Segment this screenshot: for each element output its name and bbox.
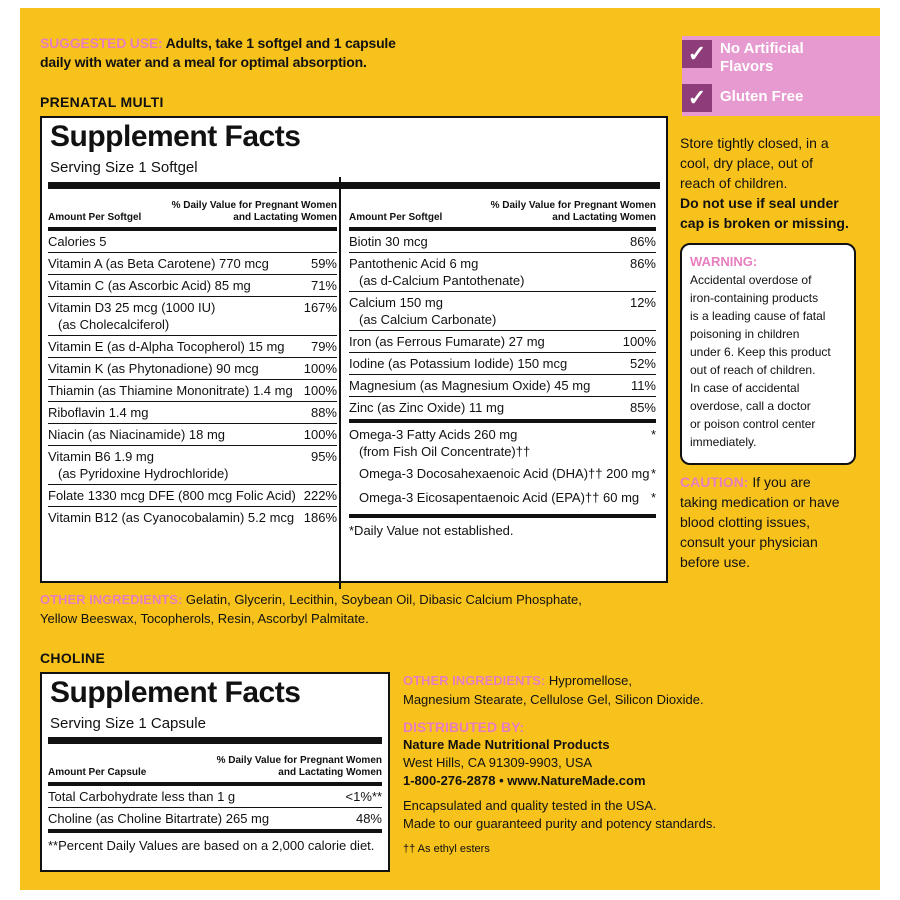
warning-line: under 6. Keep this product xyxy=(690,345,831,359)
caution-label: CAUTION: xyxy=(680,474,749,490)
epa-row: Omega-3 Eicosapentaenoic Acid (EPA)†† 60 mg xyxy=(359,490,640,505)
warning-line: is a leading cause of fatal xyxy=(690,309,826,323)
choline-serving-size: Serving Size 1 Capsule xyxy=(50,715,206,732)
purity-note: Made to our guaranteed purity and potency standards. xyxy=(403,816,716,831)
warning-line: immediately. xyxy=(690,435,757,449)
storage-bold-1: Do not use if seal under xyxy=(680,195,839,211)
nutrient-source: (as Calcium Carbonate) xyxy=(359,312,497,327)
omega-block xyxy=(349,423,656,506)
badge-gluten-free xyxy=(682,84,880,112)
other-ingredients-prenatal xyxy=(40,590,660,628)
warning-line: overdose, call a doctor xyxy=(690,399,811,413)
nutrient-name: Niacin (as Niacinamide) 18 mg xyxy=(48,427,226,442)
prenatal-left-header xyxy=(48,189,337,227)
choline-section-title: CHOLINE xyxy=(40,650,106,666)
nutrient-name: Choline (as Choline Bitartrate) 265 mg xyxy=(48,811,270,826)
other-ingredients-label: OTHER INGREDIENTS: xyxy=(40,592,183,607)
nutrient-row xyxy=(48,379,337,401)
daily-value: 11% xyxy=(630,378,656,393)
nutrient-name: Riboflavin 1.4 mg xyxy=(48,405,149,420)
choline-supplement-facts xyxy=(40,672,390,872)
choline-rows xyxy=(48,786,382,829)
choline-header xyxy=(48,744,382,782)
warning-line: iron-containing products xyxy=(690,291,819,305)
nutrient-source: (as Cholecalciferol) xyxy=(58,317,170,332)
daily-value: 79% xyxy=(310,339,337,354)
other-ingredients-choline xyxy=(403,671,853,709)
choline-facts-title: Supplement Facts xyxy=(50,676,301,709)
nutrient-row xyxy=(48,357,337,379)
nutrient-name: Calcium 150 mg xyxy=(349,295,443,310)
suggested-use-label: SUGGESTED USE: xyxy=(40,35,163,51)
nutrient-row xyxy=(349,231,656,252)
nutrient-name: Vitamin E (as d-Alpha Tocopherol) 15 mg xyxy=(48,339,285,354)
nutrient-name: Iron (as Ferrous Fumarate) 27 mg xyxy=(349,334,545,349)
distributor-contact: 1-800-276-2878 • www.NatureMade.com xyxy=(403,773,646,788)
prenatal-right-rows xyxy=(349,231,656,418)
nutrient-row xyxy=(48,484,337,506)
dv-header-line2-right: and Lactating Women xyxy=(552,212,656,223)
badge-1-line1: No Artificial xyxy=(720,40,804,57)
storage-bold-2: cap is broken or missing. xyxy=(680,215,849,231)
daily-value xyxy=(333,233,337,250)
daily-value: 59% xyxy=(310,256,337,271)
daily-value: 95% xyxy=(310,449,337,464)
warning-line: In case of accidental xyxy=(690,381,800,395)
daily-value: 100% xyxy=(303,427,337,442)
warning-line: or poison control center xyxy=(690,417,816,431)
suggested-use xyxy=(40,34,660,72)
check-icon: ✓ xyxy=(682,84,712,112)
other-ingredients-text-2: Yellow Beeswax, Tocopherols, Resin, Ascorbyl Palmitate. xyxy=(40,611,369,626)
prenatal-facts-title: Supplement Facts xyxy=(50,120,301,153)
nutrient-row xyxy=(48,506,337,528)
nutrient-name: Pantothenic Acid 6 mg xyxy=(349,256,479,271)
dha-dv: * xyxy=(650,466,656,481)
nutrient-row xyxy=(48,231,337,252)
nutrient-row xyxy=(48,807,382,829)
daily-value: 186% xyxy=(303,510,337,525)
nutrient-row xyxy=(48,252,337,274)
nutrient-row xyxy=(48,296,337,335)
encapsulated-note: Encapsulated and quality tested in the USA. xyxy=(403,798,657,813)
distributor-address: West Hills, CA 91309-9903, USA xyxy=(403,755,593,770)
caution-line-5: before use. xyxy=(680,554,751,570)
nutrient-name: Iodine (as Potassium Iodide) 150 mcg xyxy=(349,356,568,371)
dv-header-line1: % Daily Value for Pregnant Women xyxy=(171,200,337,211)
storage-line-1: Store tightly closed, in a xyxy=(680,135,829,151)
prenatal-serving-size: Serving Size 1 Softgel xyxy=(50,159,198,176)
prenatal-supplement-facts xyxy=(40,116,668,583)
caution-line-4: consult your physician xyxy=(680,534,818,550)
caution-line-1: If you are xyxy=(748,474,811,490)
daily-value: 48% xyxy=(355,811,382,826)
warning-line: out of reach of children. xyxy=(690,363,816,377)
nutrient-name: Thiamin (as Thiamine Mononitrate) 1.4 mg xyxy=(48,383,293,398)
suggested-use-text-2: daily with water and a meal for optimal absorption. xyxy=(40,54,367,70)
nutrient-source: (as Pyridoxine Hydrochloride) xyxy=(58,466,229,481)
dha-row: Omega-3 Docosahexaenoic Acid (DHA)†† 200 mg xyxy=(359,466,650,481)
distributor-company: Nature Made Nutritional Products xyxy=(403,737,610,752)
dv-header-line2: and Lactating Women xyxy=(233,212,337,223)
warning-text xyxy=(690,271,846,451)
nutrient-name: Magnesium (as Magnesium Oxide) 45 mg xyxy=(349,378,591,393)
warning-line: Accidental overdose of xyxy=(690,273,812,287)
nutrient-row xyxy=(349,396,656,418)
daily-value: 12% xyxy=(629,295,656,310)
suggested-use-text-1: Adults, take 1 softgel and 1 capsule xyxy=(162,35,396,51)
daily-value: 85% xyxy=(629,400,656,415)
nutrient-name: Vitamin D3 25 mcg (1000 IU) xyxy=(48,300,216,315)
nutrient-row xyxy=(349,374,656,396)
warning-box xyxy=(680,243,856,465)
daily-value: 52% xyxy=(629,356,656,371)
other-ingredients-2-text-2: Magnesium Stearate, Cellulose Gel, Silicon Dioxide. xyxy=(403,692,704,707)
daily-value: 167% xyxy=(303,300,337,315)
badge-1-line2: Flavors xyxy=(720,58,774,75)
daily-value: 222% xyxy=(303,488,337,503)
storage-line-3: reach of children. xyxy=(680,175,788,191)
nutrient-name: Vitamin A (as Beta Carotene) 770 mcg xyxy=(48,256,269,271)
nutrient-name: Folate 1330 mcg DFE (800 mcg Folic Acid) xyxy=(48,488,296,503)
daily-value: 100% xyxy=(303,361,337,376)
nutrient-name: Vitamin B12 (as Cyanocobalamin) 5.2 mcg xyxy=(48,510,295,525)
daily-value: <1%** xyxy=(345,789,382,804)
choline-dv-line2: and Lactating Women xyxy=(278,767,382,778)
warning-line: poisoning in children xyxy=(690,327,800,341)
prenatal-footnote: *Daily Value not established. xyxy=(349,523,514,538)
nutrient-row xyxy=(349,291,656,330)
amount-per-softgel-label: Amount Per Softgel xyxy=(48,212,142,223)
distributor-info xyxy=(403,718,853,858)
amount-per-capsule-label: Amount Per Capsule xyxy=(48,767,147,778)
epa-dv: * xyxy=(650,490,656,505)
choline-footnote: **Percent Daily Values are based on a 2,000 calorie diet. xyxy=(48,838,375,853)
choline-dv-line1: % Daily Value for Pregnant Women xyxy=(216,755,382,766)
amount-per-softgel-label-right: Amount Per Softgel xyxy=(349,212,443,223)
nutrient-row xyxy=(48,786,382,807)
warning-label: WARNING: xyxy=(690,254,758,269)
nutrient-row xyxy=(48,401,337,423)
dv-header-line1-right: % Daily Value for Pregnant Women xyxy=(490,200,656,211)
nutrient-row xyxy=(48,335,337,357)
nutrient-row xyxy=(349,252,656,291)
prenatal-left-column xyxy=(48,189,339,589)
nutrient-row xyxy=(48,274,337,296)
nutrient-name: Vitamin B6 1.9 mg xyxy=(48,449,154,464)
prenatal-right-header xyxy=(349,189,656,227)
choline-thick-rule xyxy=(48,737,382,744)
daily-value: 100% xyxy=(622,334,656,349)
omega-sub: (from Fish Oil Concentrate)†† xyxy=(359,444,531,459)
daily-value: 86% xyxy=(629,234,656,249)
caution-line-3: blood clotting issues, xyxy=(680,514,810,530)
storage-line-2: cool, dry place, out of xyxy=(680,155,814,171)
prenatal-left-rows xyxy=(48,231,337,528)
distributed-by-label: DISTRIBUTED BY: xyxy=(403,719,525,735)
badge-no-artificial-flavors xyxy=(682,40,880,76)
prenatal-right-column xyxy=(341,189,656,589)
nutrient-row xyxy=(349,330,656,352)
feature-badges xyxy=(682,36,880,116)
other-ingredients-2-label: OTHER INGREDIENTS: xyxy=(403,673,546,688)
caution-text xyxy=(680,472,860,572)
daily-value: 71% xyxy=(310,278,337,293)
omega-name: Omega-3 Fatty Acids 260 mg xyxy=(349,427,518,442)
ethyl-esters-note: †† As ethyl esters xyxy=(403,843,490,855)
other-ingredients-text-1: Gelatin, Glycerin, Lecithin, Soybean Oil, Dibasic Calcium Phosphate, xyxy=(182,592,582,607)
nutrient-name: Vitamin C (as Ascorbic Acid) 85 mg xyxy=(48,278,251,293)
caution-line-2: taking medication or have xyxy=(680,494,840,510)
nutrient-name: Calories 5 xyxy=(48,234,107,249)
nutrient-name: Biotin 30 mcg xyxy=(349,234,428,249)
prenatal-section-title: PRENATAL MULTI xyxy=(40,94,164,110)
nutrient-name: Vitamin K (as Phytonadione) 90 mcg xyxy=(48,361,259,376)
daily-value: 86% xyxy=(629,256,656,271)
badge-2-label: Gluten Free xyxy=(720,88,804,105)
nutrient-name: Zinc (as Zinc Oxide) 11 mg xyxy=(349,400,505,415)
omega-dv: * xyxy=(650,427,656,442)
storage-instructions xyxy=(680,133,860,233)
prenatal-thick-rule xyxy=(48,182,660,189)
check-icon: ✓ xyxy=(682,40,712,68)
nutrient-source: (as d-Calcium Pantothenate) xyxy=(359,273,525,288)
nutrient-row xyxy=(349,352,656,374)
daily-value: 88% xyxy=(310,405,337,420)
nutrient-row xyxy=(48,445,337,484)
other-ingredients-2-text-1: Hypromellose, xyxy=(545,673,632,688)
daily-value: 100% xyxy=(303,383,337,398)
nutrient-name: Total Carbohydrate less than 1 g xyxy=(48,789,236,804)
nutrient-row xyxy=(48,423,337,445)
